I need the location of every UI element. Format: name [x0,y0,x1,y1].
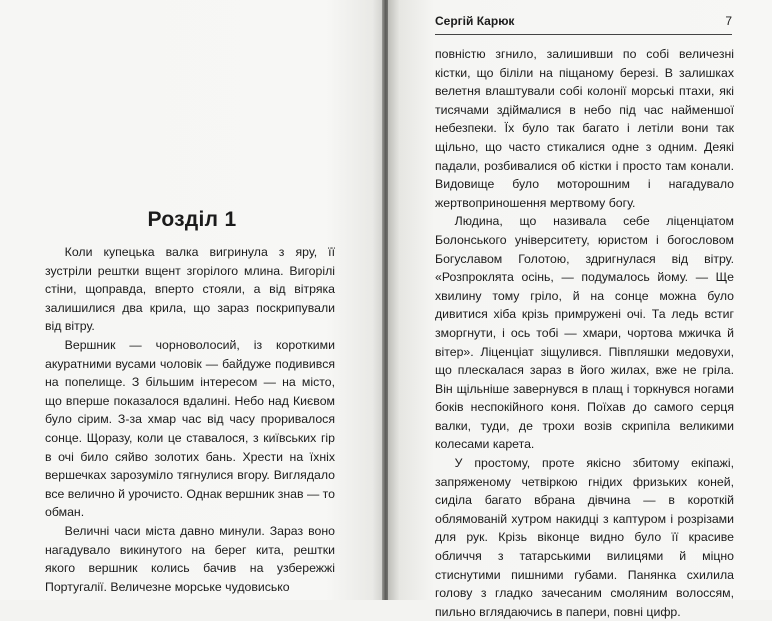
right-page [388,0,772,619]
header-rule [435,34,732,35]
page-number: 7 [725,14,732,28]
paragraph: Величні часи міста давно минули. Зараз воно нагадувало викинутого на берег кита, рештки якого вершник колись бачив на узбережжі Португалії. Величезне морське чудовисько [45,523,335,594]
left-page [0,0,384,600]
running-head-author: Сергій Карюк [435,14,515,28]
paragraph: У простому, проте якісно збитому екіпажі, запряженому четвіркою гнідих фризьких коней, сиділа багато вбрана дівчина — в короткій облямованій хутром накидці з каптуром і розрізами для рук. Крізь віконце видно було її красиве обличчя з татарськими вилицями й міцно стиснутими пишними губами. Панянка схилила голову з гладко зачесаним смоляним волоссям, пильно вглядаючись в папери, повні цифр. [435,456,734,619]
left-page-text [45,243,335,596]
paragraph-continuation: повністю згнило, залишивши по собі величезні кістки, що біліли на піщаному березі. В залишках велетня влаштували собі колонії морські птахи, які тисячами здіймалися в небо під час найменшої небезпеки. Їх було так багато і летіли вони так щільно, що часто стикалися одне з одним. Деякі падали, розбивалися об кістки і просто там конали. Видовище було моторошним і нагадувало жертвоприношення мертвому богу. [435,47,734,210]
paragraph: Вершник — чорноволосий, із короткими акуратними вусами чоловік — байдуже подивився на попелище. З більшим інтересом — на місто, що вперше показалося вдалині. Небо над Києвом було сірим. З-за хмар час від часу проривалося сонце. Щоразу, коли це ставалося, з київських гір в очі било сяйво золотих бань. Хрести на їхніх вершечках зарозуміло тягнулися вгору. Виглядало все велично й урочисто. Однак вершник знав — то обман. [45,337,335,520]
chapter-title: Розділ 1 [147,208,237,231]
paragraph: Коли купецька валка вигринула з яру, її зустріли рештки вщент згорілого млина. Вигорілі стіни, щоправда, вперто стояли, а від вітряка залишилися два крила, що зараз поскрипували від вітру. [45,245,335,334]
paragraph: Людина, що називала себе ліценціатом Болонського університету, юристом і богословом Богуславом Голотою, здригнулася від вітру. «Розпроклята осінь, — подумалось йому. — Ще хвилину тому гріло, й на сонце можна було дивитися хіба крізь примружені очі. Та ледь встиг зморгнути, і ось тобі — хмари, чортова мжичка й вітер». Ліценціат зіщулився. Півпляшки медовухи, що плескалася зараз в його жилах, вже не гріла. Він щільніше завернувся в плащ і торкнувся ногами боків неспокійного коня. Поїхав до самого серця валки, туди, де трохи возів скрипіла великими колесами карета. [435,214,734,452]
right-page-text [435,45,734,621]
running-head [435,14,732,34]
